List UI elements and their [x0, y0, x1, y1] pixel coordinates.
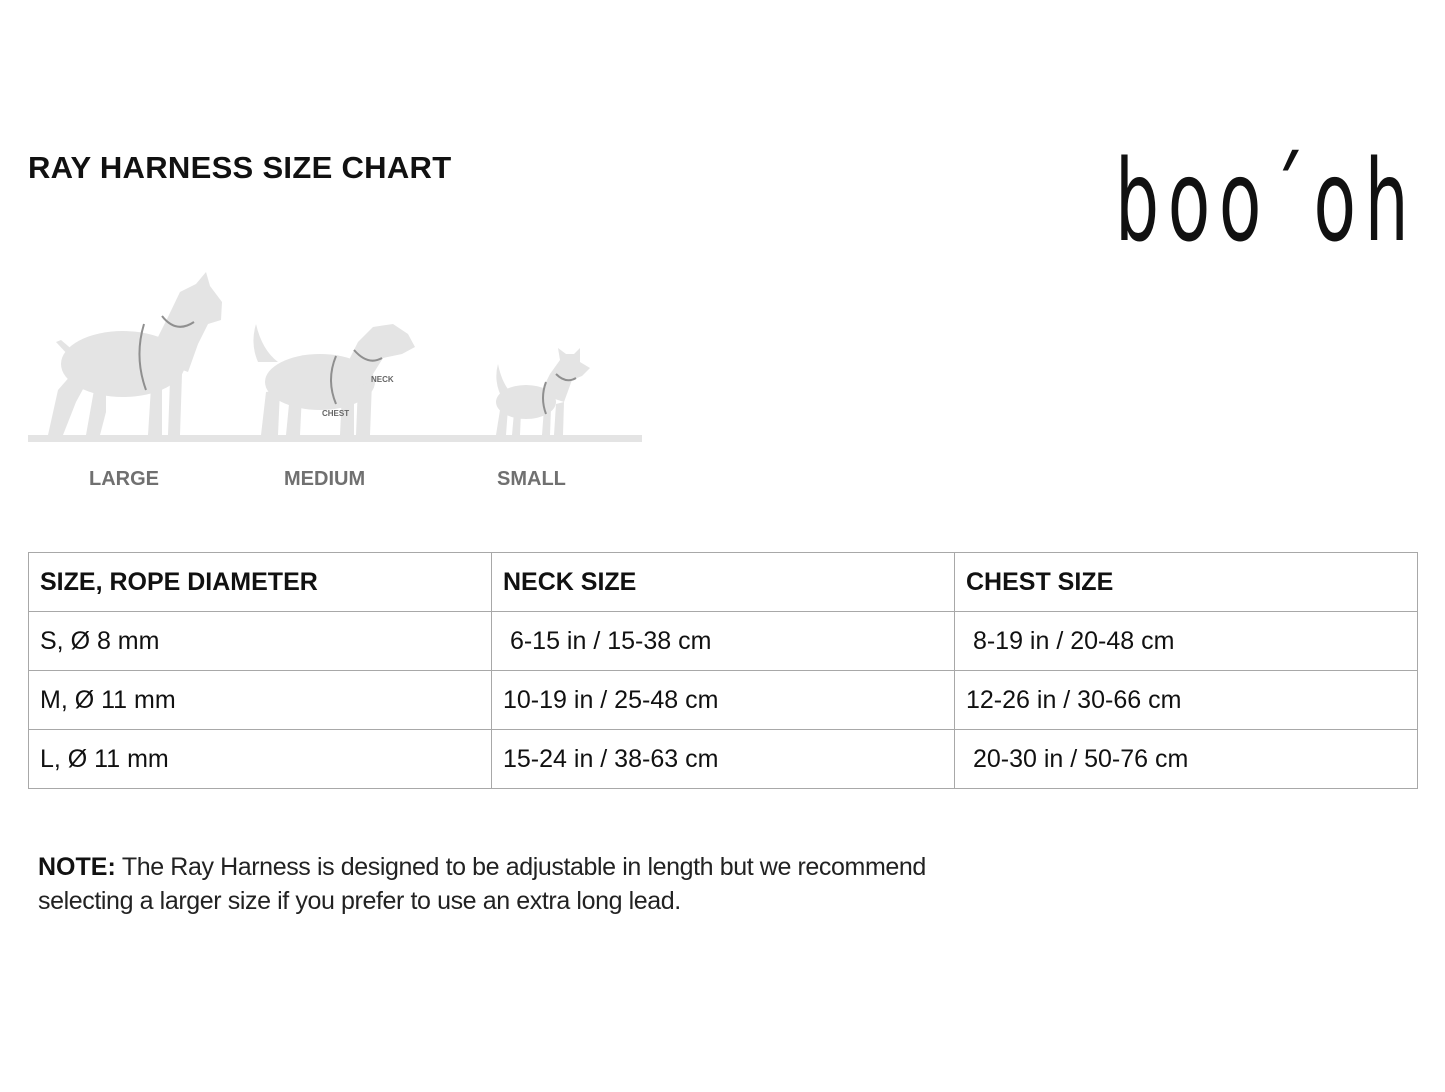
cell-size: L, Ø 11 mm [29, 730, 492, 789]
note-paragraph [38, 850, 978, 918]
table-header-row [29, 553, 1418, 612]
header-chest-size: CHEST SIZE [955, 553, 1418, 612]
size-table [28, 552, 1418, 789]
cell-chest: 12-26 in / 30-66 cm [955, 671, 1418, 730]
note-label: NOTE: [38, 853, 116, 881]
brand-logo [1115, 137, 1425, 267]
size-label-large: LARGE [89, 468, 159, 490]
page-title: RAY HARNESS SIZE CHART [28, 150, 452, 185]
cell-neck: 6-15 in / 15-38 cm [492, 612, 955, 671]
cell-size: M, Ø 11 mm [29, 671, 492, 730]
chest-annotation: CHEST [322, 409, 350, 418]
size-label-small: SMALL [497, 468, 566, 490]
table-row [29, 671, 1418, 730]
cell-size: S, Ø 8 mm [29, 612, 492, 671]
header-neck-size: NECK SIZE [492, 553, 955, 612]
ground-line [28, 435, 642, 442]
large-dog-silhouette [48, 272, 222, 435]
table-row [29, 730, 1418, 789]
size-label-medium: MEDIUM [284, 468, 366, 490]
cell-neck: 15-24 in / 38-63 cm [492, 730, 955, 789]
neck-annotation: NECK [371, 375, 394, 384]
cell-chest: 8-19 in / 20-48 cm [955, 612, 1418, 671]
cell-neck: 10-19 in / 25-48 cm [492, 671, 955, 730]
note-text: The Ray Harness is designed to be adjustable in length but we recommend selecting a larger size if you prefer to use an extra long lead. [38, 853, 926, 915]
dog-size-illustration [28, 262, 648, 452]
header-size: SIZE, ROPE DIAMETER [29, 553, 492, 612]
cell-chest: 20-30 in / 50-76 cm [955, 730, 1418, 789]
table-row [29, 612, 1418, 671]
brand-logo-text: boo´oh [1115, 137, 1418, 267]
